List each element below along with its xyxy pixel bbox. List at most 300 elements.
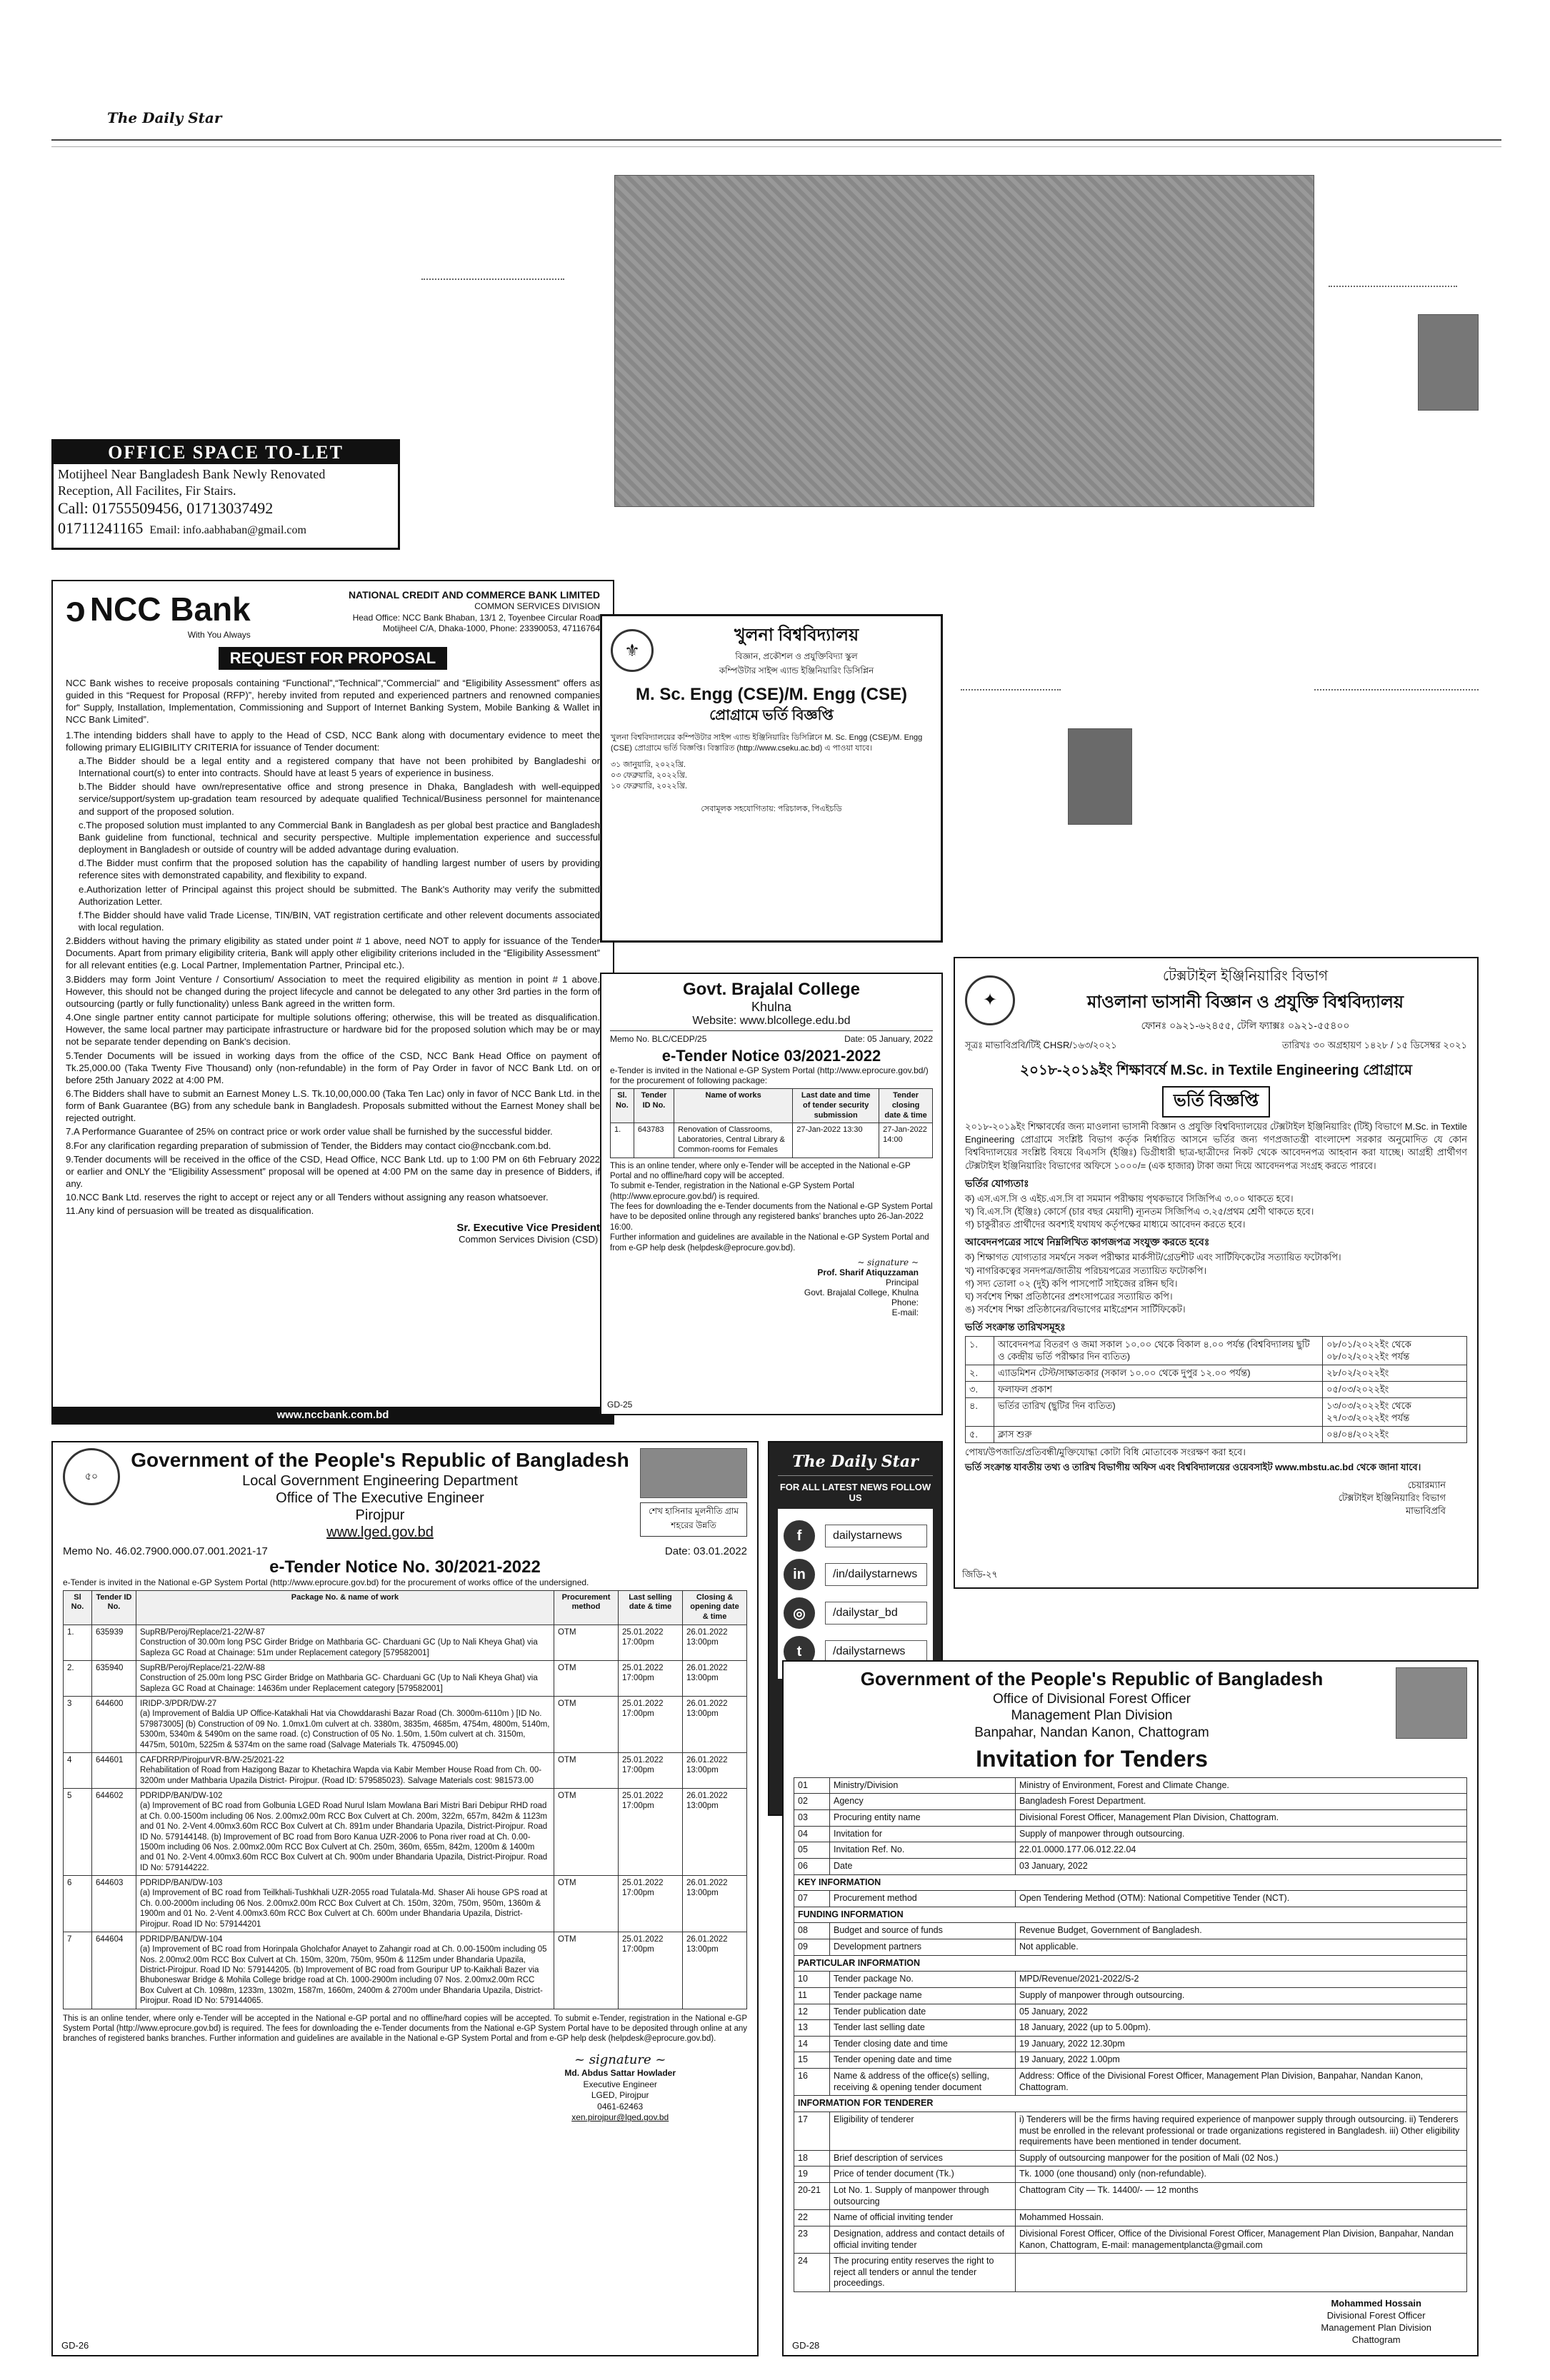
- table-cell: ভর্তির তারিখ (ছুটির দিন ব্যতিত): [994, 1398, 1323, 1427]
- table-cell: OTM: [554, 1625, 619, 1660]
- table-row: [794, 2226, 1467, 2253]
- mbstu-ad: ✦ টেক্সটাইল ইঞ্জিনিয়ারিং বিভাগ মাওলানা ভাসানী বিজ্ঞান ও প্রযুক্তি বিশ্ববিদ্যালয় ফোনঃ ০৯২১-৬২৪৫৫, টেলি ফ্যাক্সঃ ০৯২১-৫৫৪০০ সূত্রঃ মাভাবিপ্রবি/টিই CHSR/১৬৩/২০২১ তারিখঃ ৩০ অগ্রহায়ণ ১৪২৮ / ১৫ ডিসেম্বর ২০২১ ২০১৮-২০১৯ইং শিক্ষাবর্ষে M.Sc. in Textile Engineering প্রোগ্রামে ভর্তি বিজ্ঞপ্তি ২০১৮-২০১৯ইং শিক্ষাবর্ষের জন্য মাওলানা ভাসানী বিজ্ঞান ও প্রযুক্তি বিশ্ববিদ্যালয়ের টেক্সটাইল ইঞ্জিনিয়ারিং (টিই) বিভাগে M.Sc. in Textile Engineering প্রোগ্রামে সংশ্লিষ্ট বিভাগ কর্তৃক নির্ধারিত আসনে ভর্তির জন্য গণপ্রজাতন্ত্রী বাংলাদেশ সরকার অনুমোদিত যে কোন বিশ্ববিদ্যালয়ের সংশ্লিষ্ট বিষয়ে বিএসসি (ইঞ্জিঃ) ডিগ্রীধারী ছাত্র-ছাত্রীদের নিকট থেকে আবেদনপত্র আহবান করা যাচ্ছে। আগ্রহী প্রার্থীগণ টেক্সটাইল ইঞ্জিনিয়ারিং বিভাগের অফিসে ১০০০/= (এক হাজার) টাকা জমা দিয়ে আবেদনপত্র সংগ্রহ করতে পারবে। ভর্তির যোগ্যতাঃ ক) এস.এস.সি ও এইচ.এস.সি বা সমমান পরীক্ষায় পৃথকভাবে সিজিপিএ ৩.০০ থাকতে হবে। খ) বি.এস.সি (ইঞ্জিঃ) কোর্সে (চার বছর মেয়াদী) ন্যূনতম সিজিপিএ ৩.২৫/প্রথম শ্রেণী থাকতে হবে। গ) চাকুরীরত প্রার্থীদের অবশ্যই যথাযথ কর্তৃপক্ষের মাধ্যমে আবেদন করতে হবে। আবেদনপত্রের সাথে নিম্নলিখিত কাগজপত্র সংযুক্ত করতে হবেঃ ক) শিক্ষাগত যোগ্যতার সমর্থনে সকল পরীক্ষার মার্কসীট/গ্রেডশীট এবং সার্টিফিকেটের সত্যায়িত ফটোকপি। খ) নাগরিকত্বের সনদপত্র/জাতীয় পরিচয়পত্রের সত্যায়িত ফটোকপি। গ) সদ্য তোলা ০২ (দুই) কপি পাসপোর্ট সাইজের রঙ্গিন ছবি। ঘ) সর্বশেষ শিক্ষা প্রতিষ্ঠানের প্রশংসাপত্রের সত্যায়িত কপি। ঙ) সর্বশেষ শিক্ষা প্রতিষ্ঠানের/বিভাগের মাইগ্রেশন সার্টিফিকেট। ভর্তি সংক্রান্ত তারিখসমূহঃ ১. আবেদনপত্র বিতরণ ও জমা সকাল ১০.০০ থেকে বিকাল ৪.০০ পর্যন্ত (বিশ্ববিদ্যালয় ছুটি ও কেন্দ্রীয় ভর্তি পরীক্ষার দিন ব্যতিত) ০৮/০১/২০২২ইং থেকে ০৮/০২/২০২২ইং পর্যন্ত ২. এ্যাডমিশন টেস্ট/সাক্ষাতকার (সকাল ১০.০০ থেকে দুপুর ১২.০০ পর্যন্ত) ২৮/০২/২০২২ইং ৩. ফলাফল প্রকাশ ০৫/০৩/২০২২ইং ৪. ভর্তির তারিখ (ছুটির দিন ব্যতিত) ১৩/০৩/২০২২ইং থেকে ২৭/০৩/২০২২ইং পর্যন্ত ৫. ক্লাস শুরু ০৪/০৪/২০২২ইং পোষ্য/উপজাতি/প্রতিবন্ধী/মুক্তিযোদ্ধা কোটা বিধি মোতাবেক সংরক্ষণ করা হবে। ভর্তি সংক্রান্ত যাবতীয় তথ্য ও তারিখ বিভাগীয় অফিস এবং বিশ্ববিদ্যালয়ের ওয়েবসাইট www.mbstu.ac.bd থেকে জানা যাবে। চেয়ারম্যান টেক্সটাইল ইঞ্জিনিয়ারিং বিভাগ মাভাবিপ্রবি জিডি-২৭: [954, 957, 1479, 1589]
- table-cell: 644600: [92, 1697, 136, 1753]
- table-cell: Name of official inviting tender: [830, 2210, 1016, 2226]
- table-row: [794, 2210, 1467, 2226]
- mbstu-signer: চেয়ারম্যান: [1407, 1480, 1446, 1490]
- mbstu-date: ৩০ অগ্রহায়ণ ১৪২৮: [1313, 1040, 1389, 1050]
- table-cell: ৫.: [966, 1426, 994, 1442]
- ncc-item: b.The Bidder should have own/representative office and strong presence in Dhaka, Bangladesh with well-equipped service/support/system up-gradation team resourced by adequate qualified Technical/Business personnel for maintenance and support of the proposed solution.: [79, 781, 600, 817]
- table-cell: Revenue Budget, Government of Bangladesh.: [1016, 1923, 1467, 1939]
- blc-college: Govt. Brajalal College: [682, 980, 861, 999]
- table-cell: ২.: [966, 1365, 994, 1381]
- table-cell: Ministry/Division: [830, 1777, 1016, 1794]
- table-row: [794, 1955, 1467, 1972]
- forest-ad: [782, 1660, 1479, 2356]
- table-cell: 6: [64, 1876, 92, 1932]
- table-cell: 2.: [64, 1660, 92, 1696]
- table-row: [64, 1932, 747, 2009]
- mbstu-sched-title: ভর্তি সংক্রান্ত তারিখসমূহঃ: [965, 1321, 1066, 1333]
- table-cell: 18: [794, 2150, 830, 2166]
- lged-signer: Md. Abdus Sattar Howlader: [564, 2068, 676, 2079]
- table-cell: Supply of manpower through outsourcing.: [1016, 1987, 1467, 2004]
- table-row: [611, 1123, 933, 1158]
- table-cell: Price of tender document (Tk.): [830, 2166, 1016, 2183]
- table-cell: 12: [794, 2004, 830, 2020]
- ku-sub2: কম্পিউটার সাইন্স এ্যান্ড ইঞ্জিনিয়ারিং ডিসিপ্লিন: [719, 666, 874, 676]
- table-cell: 08: [794, 1923, 830, 1939]
- portrait-photo: [640, 1448, 747, 1498]
- lged-table: [63, 1590, 747, 2009]
- table-cell: PDRIDP/BAN/DW-102 (a) Improvement of BC road from Golbunia LGED Road Nurul Islam Mowlana Bari Mistri Bari Debipur RHD road at Ch. 0.00-1500m including 06 Nos. 2.00mx2.00m RCC Box Culvert at Ch. 200m, 322m, 657m, 842m & 1123m and 01 No. 2-Vent 4.00mx3.60m RCC Box Culvert at Ch. 891m under Bhandaria Upazila, District-Pirojpur. Road ID No. 579144148. (b) Improvement of BC road from Boro Kanua UZR-2006 to Pona river road at Ch. 0.00-1500m including 06 Nos. 2.00mx2.00m RCC Box Culvert at Ch. 250m, 360m, 655m, 842m, 1200m & 1400m and 01 No. 2-Vent 4.00mx3.60m RCC Box Culvert at Ch. 900m under Bhandaria Upazila, District-Pirojpur. Road ID No: 579144222.: [136, 1789, 554, 1876]
- university-seal-icon: ⚜: [611, 629, 654, 672]
- blc-memo: Memo No. BLC/CEDP/25: [610, 1034, 707, 1044]
- table-row: [794, 2096, 1467, 2112]
- ncc-tagline: With You Always: [187, 630, 251, 640]
- list-item: ক) এস.এস.সি ও এইচ.এস.সি বা সমমান পরীক্ষায় পৃথকভাবে সিজিপিএ ৩.০০ থাকতে হবে।: [965, 1192, 1294, 1204]
- table-cell: 25.01.2022 17:00pm: [619, 1752, 683, 1788]
- ncc-item: 7.A Performance Guarantee of 25% on contract price or work order value shall be furnished by the successful bidder.: [66, 1126, 553, 1138]
- social-handle-name: /in/dailystarnews: [825, 1563, 927, 1586]
- top-divider-2: [51, 146, 1501, 147]
- section-header: FUNDING INFORMATION: [794, 1907, 1467, 1923]
- table-cell: Bangladesh Forest Department.: [1016, 1794, 1467, 1810]
- section-header: INFORMATION FOR TENDERER: [794, 2096, 1467, 2112]
- ad-phone: Call: 01755509456, 01713037492: [58, 499, 274, 517]
- table-cell: Agency: [830, 1794, 1016, 1810]
- table-cell: PDRIDP/BAN/DW-104 (a) Improvement of BC road from Horinpala Gholchafor Anayet to Zahangir road at Ch. 0.00-1500m including 05 Nos. 2.00mx2.00m RCC Box Culvert at Ch. 150m, 320m, 750m, 950m & 1125m under Bhandaria Upazila, District-Pirojpur. Road ID No: 579144205. (b) Improvement of BC road from Gouripur UP to-Kaikhali Bazer via Bhuboneswar Bridge & Mohila College bridge road at Ch. 1000-2900m including 07 Nos. 2.00mx2.00m RCC Box Culvert at Ch. 1098m, 1233m, 1302m, 1587m, 1660m, 2400m & 2700m under Bhandaria Upazila, District-Pirojpur. Road ID No: 579144065.: [136, 1932, 554, 2009]
- section-header: KEY INFORMATION: [794, 1874, 1467, 1891]
- lged-dept: Local Government Engineering Department: [242, 1472, 518, 1489]
- table-row: [794, 2052, 1467, 2069]
- table-cell: 26.01.2022 13:00pm: [683, 1752, 747, 1788]
- table-cell: OTM: [554, 1876, 619, 1932]
- lged-email: xen.pirojpur@lged.gov.bd: [571, 2112, 669, 2123]
- social-handle-name: dailystarnews: [825, 1525, 927, 1547]
- ncc-item: 3.Bidders may form Joint Venture / Consortium/ Association to meet the required eligibility as mention in point # 1 above. However, this should not be changed during the project lifecycle and cannot be delegated to any other 3rd parties in the form of outsourcing (partly or fully functionality) unless Bank agreed in the written form.: [66, 973, 600, 1009]
- blc-para: To submit e-Tender, registration in the National e-GP System Portal (http://www.eprocure.gov.bd/) is required.: [610, 1182, 854, 1201]
- table-row: [64, 1697, 747, 1753]
- table-cell: 24: [794, 2254, 830, 2292]
- table-row: [794, 1842, 1467, 1859]
- table-cell: Development partners: [830, 1939, 1016, 1956]
- table-row: [794, 1777, 1467, 1794]
- table-cell: Tender package name: [830, 1987, 1016, 2004]
- social-handle[interactable]: [784, 1597, 927, 1629]
- table-cell: 635939: [92, 1625, 136, 1660]
- ku-heading2: প্রোগ্রামে ভর্তি বিজ্ঞপ্তি: [709, 708, 834, 723]
- table-cell: ক্লাস শুরু: [994, 1426, 1323, 1442]
- forest-title: Invitation for Tenders: [976, 1745, 1208, 1772]
- ncc-item: 1.The intending bidders shall have to apply to the Head of CSD, NCC Bank along with documentary evidence to meet the following primary ELIGIBILITY CRITERIA for issuance of Tender document:: [66, 729, 600, 753]
- table-cell: 25.01.2022 17:00pm: [619, 1697, 683, 1753]
- mbstu-date-label: তারিখঃ: [1281, 1040, 1311, 1050]
- blc-role: Principal: [885, 1277, 919, 1287]
- table-cell: PDRIDP/BAN/DW-103 (a) Improvement of BC road from Teilkhali-Tushkhali UZR-2055 road Tulatala-Md. Shaser Ali house GPS road at Ch. 0.00-2000m including 06 Nos. 2.00mx2.00m RCC Box Culvert at Ch. 150m, 320m, 750m, 950m, 1360m & 1900m and 01 No. 2-Vent 4.00mx3.60m RCC Box Culvert at Ch. 600m under Bhandaria Upazila, District-Pirojpur. Road ID No: 579144201: [136, 1876, 554, 1932]
- office-space-ad: [51, 439, 400, 550]
- university-seal-icon: ✦: [965, 975, 1015, 1025]
- table-cell: Tender closing date and time: [830, 2036, 1016, 2052]
- table-header: Sl. No.: [611, 1089, 634, 1123]
- masthead: The Daily Star: [107, 109, 222, 126]
- table-header: Last date and time of tender security submission: [793, 1089, 879, 1123]
- table-cell: ০৪/০৪/২০২২ইং: [1323, 1426, 1467, 1442]
- table-cell: 26.01.2022 13:00pm: [683, 1625, 747, 1660]
- blc-code: GD-25: [607, 1400, 633, 1410]
- portrait-photo: [1068, 728, 1132, 825]
- forest-div2: Management Plan Division: [1321, 2321, 1431, 2333]
- table-cell: 17: [794, 2112, 830, 2150]
- ncc-item: 4.One single partner entity cannot participate for multiple solutions offering; otherwise, this will be treated as disqualification. However, the same local partner may participate infrastructure or hardware bid for the proposed solution which may be or may not be separate tender depending on Bank's decision.: [66, 1012, 600, 1048]
- table-row: [966, 1365, 1467, 1381]
- table-header: Package No. & name of work: [136, 1590, 554, 1625]
- table-cell: 26.01.2022 13:00pm: [683, 1932, 747, 2009]
- lged-ad: [51, 1441, 759, 2356]
- table-cell: Invitation Ref. No.: [830, 1842, 1016, 1859]
- ku-sign: সেবামূলক সহযোগিতায়: পরিচালক, পিএইচডি: [701, 804, 842, 813]
- mbstu-code: জিডি-২৭: [962, 1569, 998, 1580]
- ncc-intro: NCC Bank wishes to receive proposals containing “Functional”,“Technical”,“Commercial” and “Eligibility Assessment” offers as guided in this “Request for Proposal (RFP)”, hereby invited from reputed and experienced partners and renowned companies for“ Supply, Installation, Implementation, Commissioning and Support of Internet Banking System, Mobile Banking & Wallet in NCC Bank Limited”.: [66, 678, 600, 725]
- table-cell: Divisional Forest Officer, Management Plan Division, Chattogram.: [1016, 1810, 1467, 1827]
- table-row: [794, 1987, 1467, 2004]
- table-cell: OTM: [554, 1789, 619, 1876]
- table-cell: Divisional Forest Officer, Office of the Divisional Forest Officer, Management Plan Division, Banpahar, Nandan Kanon, Chattogram, E-mail: managementplancta@gmail.com: [1016, 2226, 1467, 2253]
- lged-notice: e-Tender Notice No. 30/2021-2022: [269, 1557, 541, 1577]
- table-cell: Procurement method: [830, 1891, 1016, 1907]
- table-row: [794, 1826, 1467, 1842]
- table-cell: 11: [794, 1987, 830, 2004]
- table-row: [64, 1789, 747, 1876]
- mbstu-docs-title: আবেদনপত্রের সাথে নিম্নলিখিত কাগজপত্র সংযুক্ত করতে হবেঃ: [965, 1236, 1210, 1248]
- table-cell: আবেদনপত্র বিতরণ ও জমা সকাল ১০.০০ থেকে বিকাল ৪.০০ পর্যন্ত (বিশ্ববিদ্যালয় ছুটি ও কেন্দ্রীয় ভর্তি পরীক্ষার দিন ব্যতিত): [994, 1337, 1323, 1365]
- table-cell: 03: [794, 1810, 830, 1827]
- forest-city: Chattogram: [1351, 2334, 1401, 2345]
- forest-addr: Banpahar, Nandan Kanon, Chattogram: [974, 1725, 1209, 1740]
- table-cell: 10: [794, 1972, 830, 1988]
- ku-sub1: বিজ্ঞান, প্রকৌশল ও প্রযুক্তিবিদ্যা স্কুল: [735, 651, 858, 661]
- table-cell: 644602: [92, 1789, 136, 1876]
- table-cell: Address: Office of the Divisional Forest Officer, Management Plan Division, Banpahar, Nandan Kanon, Chattogram.: [1016, 2069, 1467, 2096]
- social-handle-name: /dailystarnews: [825, 1640, 927, 1663]
- lged-memo: Memo No. 46.02.7900.000.07.001.2021-17: [63, 1545, 268, 1557]
- table-cell: 18 January, 2022 (up to 5.00pm).: [1016, 2020, 1467, 2037]
- table-row: [64, 1625, 747, 1660]
- table-cell: 26.01.2022 13:00pm: [683, 1697, 747, 1753]
- table-cell: 26.01.2022 13:00pm: [683, 1876, 747, 1932]
- ad-phone: 01711241165: [58, 518, 144, 537]
- table-cell: SupRB/Peroj/Replace/21-22/W-88 Construction of 25.00m long PSC Girder Bridge on Mathbaria GC- Charduani GC (Up to Nali Kheya Ghat) via Sapleza GC Road at Chainage: 14636m under Replacement category [579582001]: [136, 1660, 554, 1696]
- ds-tagline: FOR ALL LATEST NEWS FOLLOW US: [779, 1482, 931, 1503]
- ncc-logo: ↄ NCC Bank: [66, 589, 251, 629]
- table-cell: 25.01.2022 17:00pm: [619, 1789, 683, 1876]
- table-row: [794, 1794, 1467, 1810]
- forest-office: Office of Divisional Forest Officer: [992, 1691, 1191, 1707]
- table-cell: 06: [794, 1858, 830, 1874]
- mbstu-date: ১৫ ডিসেম্বর ২০২১: [1396, 1040, 1467, 1050]
- ku-date: ৩১ জানুয়ারি, ২০২২খ্রি.: [611, 760, 686, 769]
- lged-place2: LGED, Pirojpur: [591, 2090, 649, 2101]
- table-row: [966, 1398, 1467, 1427]
- forest-code: GD-28: [792, 2340, 820, 2351]
- mbstu-note: পোষ্য/উপজাতি/প্রতিবন্ধী/মুক্তিযোদ্ধা কোটা বিধি মোতাবেক সংরক্ষণ করা হবে।: [965, 1447, 1246, 1457]
- table-cell: 05: [794, 1842, 830, 1859]
- blc-notice: e-Tender Notice 03/2021-2022: [661, 1047, 881, 1065]
- table-row: [794, 1891, 1467, 1907]
- ad-email: Email: info.aabhaban@gmail.com: [149, 523, 306, 536]
- list-item: গ) সদ্য তোলা ০২ (দুই) কপি পাসপোর্ট সাইজের রঙ্গিন ছবি।: [965, 1277, 1178, 1289]
- table-cell: 23: [794, 2226, 830, 2253]
- table-cell: Date: [830, 1858, 1016, 1874]
- table-cell: Name & address of the office(s) selling, receiving & opening tender document: [830, 2069, 1016, 2096]
- table-row: [794, 1874, 1467, 1891]
- table-header: Tender closing date & time: [879, 1089, 933, 1123]
- table-cell: Renovation of Classrooms, Laboratories, Central Library & Common-rooms for Females: [674, 1123, 793, 1158]
- table-cell: Lot No. 1. Supply of manpower through outsourcing: [830, 2183, 1016, 2210]
- table-row: [794, 2254, 1467, 2292]
- table-cell: Invitation for: [830, 1826, 1016, 1842]
- table-cell: OTM: [554, 1697, 619, 1753]
- table-cell: Procuring entity name: [830, 1810, 1016, 1827]
- table-row: [794, 1972, 1467, 1988]
- table-header: Closing & opening date & time: [683, 1590, 747, 1625]
- table-cell: OTM: [554, 1752, 619, 1788]
- ncc-website: www.nccbank.com.bd: [53, 1407, 613, 1423]
- table-row: [64, 1660, 747, 1696]
- table-cell: IRIDP-3/PDR/DW-27 (a) Improvement of Baldia UP Office-Katakhali Hat via Chowddarashi Bazar Road (Ch. 3000m-6110m ) [ID No. 579873005] (b) Construction of 09 No. 1.0mx1.0m culvert at ch. 3380m, 3835m, 4685m, 4754m, 4800m, 5140m, 5300m, 5340m & 5490m on the same road. (c) Construction of 05 No. 1.50m, 1.50m culvert at ch. 3150m, 4475m, 5010m, 5225m & 5374m on the same road (Salvage Materials Tk. 4750945.00): [136, 1697, 554, 1753]
- table-row: [794, 1858, 1467, 1874]
- table-row: [794, 2112, 1467, 2150]
- mbstu-title: ২০১৮-২০১৯ইং শিক্ষাবর্ষে M.Sc. in Textile Engineering প্রোগ্রামে: [1020, 1063, 1412, 1078]
- table-cell: 22: [794, 2210, 830, 2226]
- ku-body: খুলনা বিশ্ববিদ্যালয়ের কম্পিউটার সাইন্স এ্যান্ড ইঞ্জিনিয়ারিং ডিসিপ্লিনে M. Sc. Engg (CSE)/M. Engg (CSE) প্রোগ্রামে ভর্তি বিজ্ঞপ্তি। বিস্তারিত (http://www.cseku.ac.bd) এ পাওয়া যাবে।: [611, 733, 923, 753]
- social-icon: in: [784, 1559, 815, 1590]
- table-cell: Tender package No.: [830, 1972, 1016, 1988]
- ku-date: ১০ ফেব্রুয়ারি, ২০২২খ্রি.: [611, 782, 687, 791]
- portrait-photo: [1418, 314, 1479, 411]
- table-cell: 25.01.2022 17:00pm: [619, 1876, 683, 1932]
- blc-date: Date: 05 January, 2022: [844, 1034, 933, 1044]
- ncc-signer-div: Common Services Division (CSD): [459, 1233, 599, 1245]
- table-row: [794, 2069, 1467, 2096]
- social-icon: ◎: [784, 1597, 815, 1629]
- table-row: [794, 2004, 1467, 2020]
- table-row: [794, 2166, 1467, 2183]
- table-row: [966, 1337, 1467, 1365]
- table-cell: Tk. 1000 (one thousand) only (non-refundable).: [1016, 2166, 1467, 2183]
- blc-phone: Phone:: [891, 1297, 919, 1307]
- ncc-item: 5.Tender Documents will be issued in working days from the office of the CSD, NCC Bank Head Office on payment of Tk.25,000.00 (Taka Twenty Five Thousand) only (non-refundable) in the form of Pay Order in favor of NCC Bank Ltd. on or before 25th January 2022 at 4:00 PM.: [66, 1050, 600, 1085]
- ad-line: Reception, All Facilites, Fir Stairs.: [58, 483, 236, 498]
- mbstu-memo: সূত্রঃ মাভাবিপ্রবি/টিই CHSR/১৬৩/২০২১: [965, 1040, 1117, 1050]
- table-cell: 05 January, 2022: [1016, 2004, 1467, 2020]
- table-header: Tender ID No.: [92, 1590, 136, 1625]
- blc-para: Further information and guidelines are available in the National e-GP System Portal and from e-GP help desk (helpdesk@eprocure.gov.bd).: [610, 1233, 929, 1252]
- table-cell: 19 January, 2022 12.30pm: [1016, 2036, 1467, 2052]
- table-cell: 15: [794, 2052, 830, 2069]
- table-row: [794, 1907, 1467, 1923]
- mbstu-signer3: মাভাবিপ্রবি: [1405, 1505, 1446, 1517]
- forest-div: Management Plan Division: [1011, 1708, 1173, 1724]
- table-cell: Designation, address and contact details of official inviting tender: [830, 2226, 1016, 2253]
- table-cell: Tender publication date: [830, 2004, 1016, 2020]
- mbstu-elig-title: ভর্তির যোগ্যতাঃ: [965, 1177, 1029, 1189]
- table-cell: 3: [64, 1697, 92, 1753]
- list-item: ঙ) সর্বশেষ শিক্ষা প্রতিষ্ঠানের/বিভাগের মাইগ্রেশন সার্টিফিকেট।: [965, 1304, 1186, 1315]
- ds-logo: The Daily Star: [778, 1452, 933, 1476]
- table-cell: SupRB/Peroj/Replace/21-22/W-87 Construction of 30.00m long PSC Girder Bridge on Mathbaria GC- Charduani GC (Up to Nali Kheya Ghat) via Sapleza GC Road at Chainage: 51m under Replacement category [579582001]: [136, 1625, 554, 1660]
- table-cell: 27-Jan-2022 14:00: [879, 1123, 933, 1158]
- ad-title: OFFICE SPACE TO-LET: [54, 441, 398, 464]
- dotted-rule: [1329, 286, 1457, 287]
- lged-intro: e-Tender is invited in the National e-GP System Portal (http://www.eprocure.gov.bd) for the procurement of works office of the undersigned.: [63, 1577, 589, 1587]
- table-cell: 1.: [64, 1625, 92, 1660]
- ncc-signer: Sr. Executive Vice President: [456, 1221, 600, 1234]
- table-row: [794, 2150, 1467, 2166]
- table-cell: 14: [794, 2036, 830, 2052]
- table-cell: 03 January, 2022: [1016, 1858, 1467, 1874]
- mbstu-dept: টেক্সটাইল ইঞ্জিনিয়ারিং বিভাগ: [1162, 968, 1329, 984]
- lged-footer: This is an online tender, where only e-Tender will be accepted in the National e-GP portal and no offline/hard copies will be accepted. To submit e-Tender, registration in the National e-GP System Portal (http://www.eprocure.gov.bd) is required. The fees for downloading the e-Tender documents from the National e-GP System Portal have to be deposited through online at any branches of registered banks branches. Further information and guidelines are available in the National e-GP System Portal and from e-GP help desk (helpdesk@eprocure.gov.bd).: [63, 2014, 747, 2044]
- mbstu-phone: ফোনঃ ০৯২১-৬২৪৫৫, টেলি ফ্যাক্সঃ ০৯২১-৫৫৪০০: [1141, 1020, 1350, 1031]
- table-cell: 07: [794, 1891, 830, 1907]
- ncc-item: 8.For any clarification regarding preparation of submission of Tender, the Bidders may contact cio@nccbank.com.bd.: [66, 1140, 551, 1151]
- ncc-item: d.The Bidder must confirm that the proposed solution has the capability of handling largest number of users by providing reference sites with demonstrated capability, and flexibility to expand.: [79, 858, 600, 881]
- table-header: Tender ID No.: [634, 1089, 674, 1123]
- table-cell: Budget and source of funds: [830, 1923, 1016, 1939]
- table-row: [794, 1939, 1467, 1956]
- mujib-100-logo-icon: ৫০: [63, 1448, 120, 1505]
- social-handle[interactable]: [784, 1520, 927, 1552]
- list-item: ঘ) সর্বশেষ শিক্ষা প্রতিষ্ঠানের প্রশংসাপত্রের সত্যায়িত কপি।: [965, 1290, 1173, 1302]
- khulna-university-ad: [600, 614, 943, 943]
- table-cell: ০৮/০১/২০২২ইং থেকে ০৮/০২/২০২২ইং পর্যন্ত: [1323, 1337, 1467, 1365]
- lged-office: Office of The Executive Engineer: [276, 1490, 484, 1506]
- table-cell: 01: [794, 1777, 830, 1794]
- table-header: Last selling date & time: [619, 1590, 683, 1625]
- forest-table: [794, 1777, 1467, 2292]
- forest-gov: Government of the People's Republic of Bangladesh: [860, 1668, 1324, 1689]
- table-cell: Eligibility of tenderer: [830, 2112, 1016, 2150]
- signature: ~ signature ~: [857, 1257, 919, 1267]
- ncc-item: c.The proposed solution must implanted to any Commercial Bank in Bangladesh as per global best practice and Bangladesh Bank guideline from functional, technical and security perspective. Multiple implementation experience and successful deployment in Bangladesh or outside of country will be added advantage during evaluation.: [79, 819, 600, 855]
- table-header: Name of works: [674, 1089, 793, 1123]
- table-cell: 02: [794, 1794, 830, 1810]
- blc-email: E-mail:: [891, 1307, 919, 1317]
- blc-city: Khulna: [751, 1000, 792, 1014]
- dotted-rule: [421, 278, 564, 280]
- table-header: Sl No.: [64, 1590, 92, 1625]
- ncc-bank-name: NATIONAL CREDIT AND COMMERCE BANK LIMITED: [348, 589, 600, 601]
- table-cell: 4: [64, 1752, 92, 1788]
- ncc-logo-icon: ↄ: [66, 589, 86, 629]
- table-cell: i) Tenderers will be the firms having required experience of manpower supply through outsourcing. ii) Tenderers must be enrolled in the relevant professional or trade organizations registered in Bangladesh. iii) Other eligibility requirements have been mentioned in tender document.: [1016, 2112, 1467, 2150]
- table-cell: 643783: [634, 1123, 674, 1158]
- table-cell: 20-21: [794, 2183, 830, 2210]
- table-cell: Brief description of services: [830, 2150, 1016, 2166]
- mbstu-schedule-table: [965, 1336, 1467, 1443]
- lged-gov: Government of the People's Republic of Bangladesh: [131, 1449, 629, 1471]
- group-photo: [614, 175, 1314, 507]
- lged-place: Pirojpur: [355, 1507, 405, 1523]
- table-cell: ০৫/০৩/২০২২ইং: [1323, 1382, 1467, 1398]
- portrait-photo: [1396, 1667, 1467, 1739]
- table-cell: 19 January, 2022 1.00pm: [1016, 2052, 1467, 2069]
- list-item: ক) শিক্ষাগত যোগ্যতার সমর্থনে সকল পরীক্ষার মার্কসীট/গ্রেডশীট এবং সার্টিফিকেটের সত্যায়িত ফটোকপি।: [965, 1252, 1341, 1263]
- table-cell: 644601: [92, 1752, 136, 1788]
- table-cell: Ministry of Environment, Forest and Climate Change.: [1016, 1777, 1467, 1794]
- blc-inst: Govt. Brajalal College, Khulna: [804, 1287, 919, 1297]
- table-cell: Supply of outsourcing manpower for the position of Mali (02 Nos.): [1016, 2150, 1467, 2166]
- ncc-item: 6.The Bidders shall have to submit an Earnest Money L.S. Tk.10,00,000.00 (Taka Ten Lac) only in favor of NCC Bank Ltd. in the form of Bank Guarantee (BG) from any schedule bank in Bangladesh. Proposals submitted without the Earnest Money shall be rejected outright.: [66, 1088, 600, 1124]
- dotted-rule: [1314, 689, 1479, 691]
- ku-heading: M. Sc. Engg (CSE)/M. Engg (CSE): [636, 685, 907, 704]
- blc-website: Website: www.blcollege.edu.bd: [610, 1015, 933, 1031]
- table-row: [794, 1923, 1467, 1939]
- table-cell: Not applicable.: [1016, 1939, 1467, 1956]
- table-cell: Chattogram City — Tk. 14400/- — 12 months: [1016, 2183, 1467, 2210]
- list-item: খ) নাগরিকত্বের সনদপত্র/জাতীয় পরিচয়পত্রের সত্যায়িত ফটোকপি।: [965, 1265, 1207, 1276]
- table-cell: 16: [794, 2069, 830, 2096]
- ncc-banner: REQUEST FOR PROPOSAL: [219, 647, 447, 670]
- table-cell: 7: [64, 1932, 92, 2009]
- table-cell: MPD/Revenue/2021-2022/S-2: [1016, 1972, 1467, 1988]
- ku-date: ০৩ ফেব্রুয়ারি, ২০২২খ্রি.: [611, 771, 687, 780]
- ncc-item: 2.Bidders without having the primary eligibility as stated under point # 1 above, need NOT to apply for issuance of the Tender Documents. Apart from primary eligibility criteria, Bank will apply other eligibility criterions included in the “Eligibility Assessment” for all relevant entities (e.g. Local Partner, Implementation Partner, Principal etc.).: [66, 935, 600, 971]
- lged-date: Date: 03.01.2022: [664, 1545, 747, 1557]
- lged-code: GD-26: [61, 2340, 89, 2351]
- blc-para: The fees for downloading the e-Tender documents from the National e-GP System Portal have to be deposited online through any registered banks' branches upto 26-Jan-2022 16:00.: [610, 1202, 933, 1232]
- table-cell: 1.: [611, 1123, 634, 1158]
- ncc-bank-ad: [51, 580, 614, 1425]
- blc-intro: e-Tender is invited in the National e-GP System Portal (http://www.eprocure.gov.bd/) for the procurement of following package:: [610, 1065, 929, 1085]
- table-row: [794, 2020, 1467, 2037]
- top-divider: [51, 139, 1501, 141]
- lged-slogan: শেখ হাসিনার মূলনীতি গ্রাম শহরের উন্নতি: [640, 1502, 747, 1537]
- table-cell: OTM: [554, 1660, 619, 1696]
- social-handle[interactable]: [784, 1559, 927, 1590]
- table-header: Procurement method: [554, 1590, 619, 1625]
- lged-role: Executive Engineer: [583, 2079, 657, 2089]
- ncc-item: 10.NCC Bank Ltd. reserves the right to accept or reject any or all Tenders without assigning any reason whatsoever.: [66, 1192, 549, 1203]
- table-cell: 5: [64, 1789, 92, 1876]
- lged-phone: 0461-62463: [597, 2101, 644, 2112]
- table-cell: OTM: [554, 1932, 619, 2009]
- table-cell: 27-Jan-2022 13:30: [793, 1123, 879, 1158]
- table-cell: 635940: [92, 1660, 136, 1696]
- table-cell: Tender last selling date: [830, 2020, 1016, 2037]
- table-cell: 26.01.2022 13:00pm: [683, 1789, 747, 1876]
- table-cell: এ্যাডমিশন টেস্ট/সাক্ষাতকার (সকাল ১০.০০ থেকে দুপুর ১২.০০ পর্যন্ত): [994, 1365, 1323, 1381]
- list-item: খ) বি.এস.সি (ইঞ্জিঃ) কোর্সে (চার বছর মেয়াদী) ন্যূনতম সিজিপিএ ৩.২৫/প্রথম শ্রেণী থাকতে হবে।: [965, 1205, 1314, 1217]
- social-handle-name: /dailystar_bd: [825, 1602, 927, 1625]
- table-cell: 25.01.2022 17:00pm: [619, 1625, 683, 1660]
- table-cell: [1016, 2254, 1467, 2292]
- ncc-item: 11.Any kind of persuasion will be treated as disqualification.: [66, 1205, 314, 1217]
- table-row: [64, 1752, 747, 1788]
- table-row: [966, 1426, 1467, 1442]
- table-cell: CAFDRRP/PirojpurVR-B/W-25/2021-22 Rehabilitation of Road from Hazigong Bazar to Khetachira Wapda via Kabir Member House Road from Ch. 00-3200m under Mathbaria Upazila District- Pirojpur. (Road ID: 579585023). Salvage Materials cost: 981573.00: [136, 1752, 554, 1788]
- table-cell: 13: [794, 2020, 830, 2037]
- table-cell: 26.01.2022 13:00pm: [683, 1660, 747, 1696]
- blc-para: This is an online tender, where only e-Tender will be accepted in the National e-GP Portal and no offline/hard copy will be accepted.: [610, 1161, 911, 1180]
- social-icon: t: [784, 1636, 815, 1667]
- table-cell: ১৩/০৩/২০২২ইং থেকে ২৭/০৩/২০২২ইং পর্যন্ত: [1323, 1398, 1467, 1427]
- ncc-address: Head Office: NCC Bank Bhaban, 13/1 2, Toyenbee Circular Road Motijheel C/A, Dhaka-1000, Phone: 23390053, 47116764: [352, 612, 600, 634]
- section-header: PARTICULAR INFORMATION: [794, 1955, 1467, 1972]
- forest-signer: Mohammed Hossain: [1331, 2298, 1421, 2309]
- ncc-division: COMMON SERVICES DIVISION: [474, 601, 600, 612]
- table-cell: 22.01.0000.177.06.012.22.04: [1016, 1842, 1467, 1859]
